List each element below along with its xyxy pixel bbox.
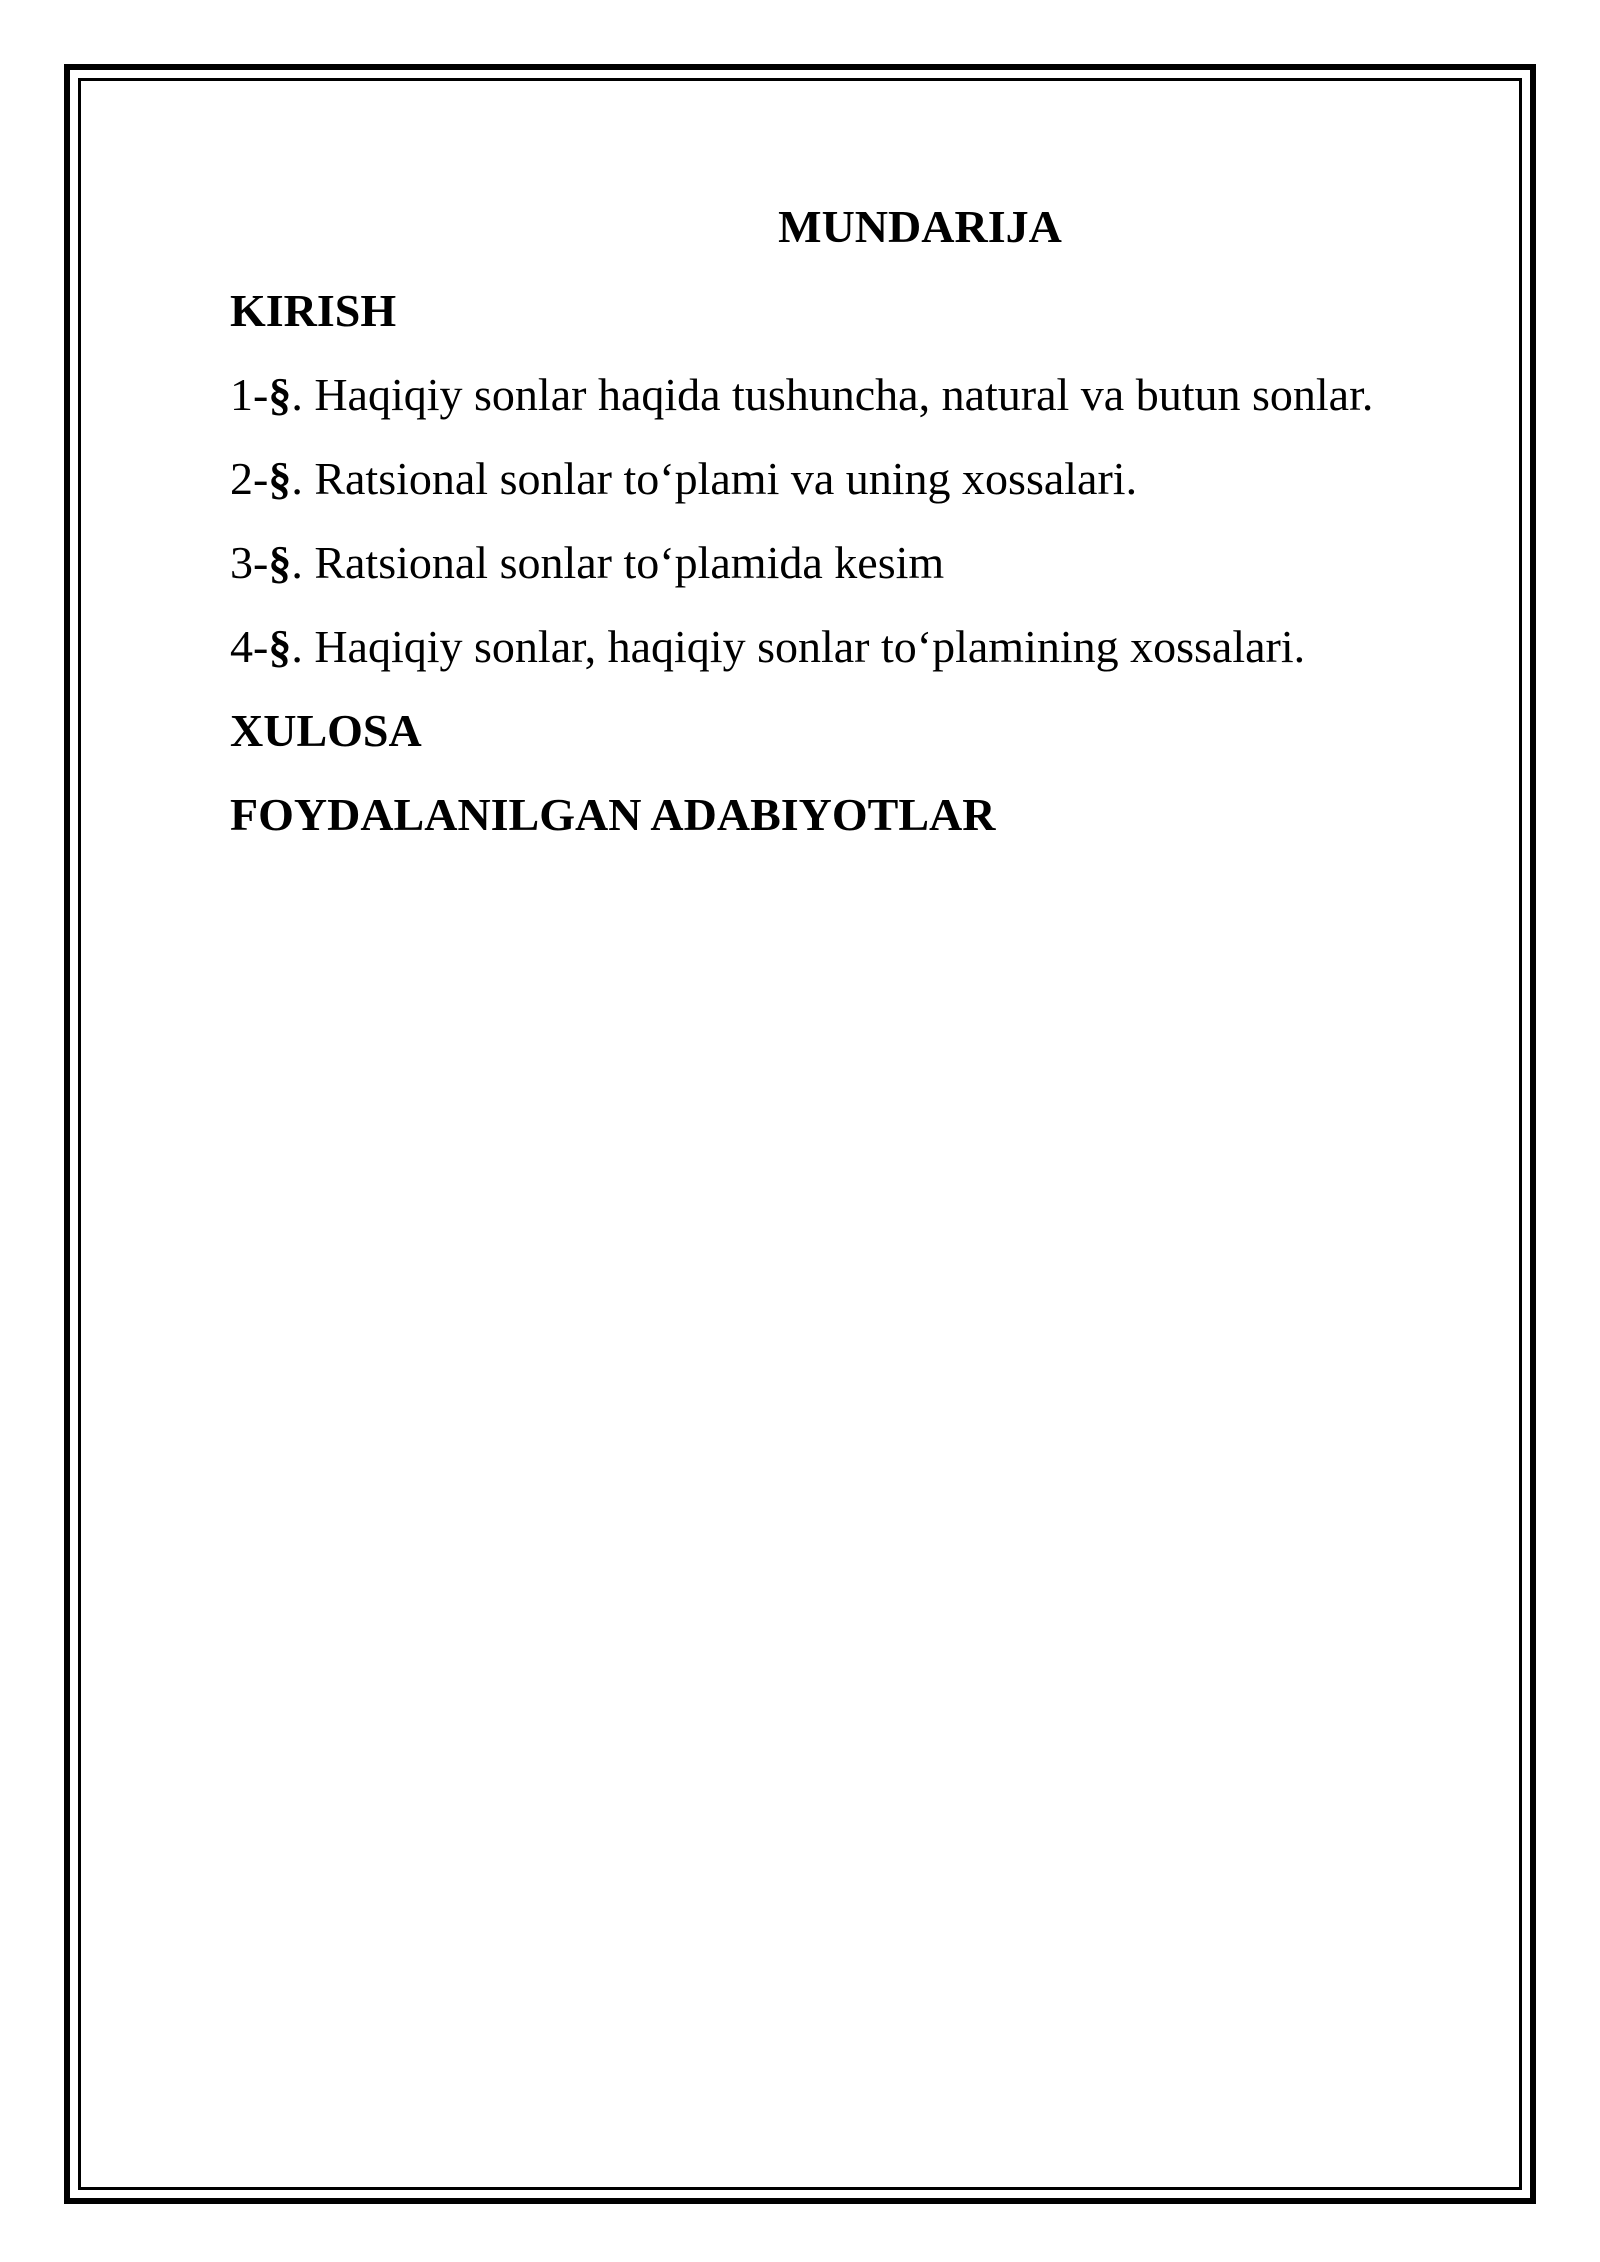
section-title: . Haqiqiy sonlar haqida tushuncha, natural va butun sonlar. [291,369,1374,420]
section-title: . Haqiqiy sonlar, haqiqiy sonlar to‘plamining xossalari. [291,621,1306,672]
section-number: 3- [230,537,269,588]
section-number: 2- [230,453,269,504]
section-symbol: § [268,453,292,504]
section-title: . Ratsional sonlar to‘plamida kesim [291,537,945,588]
toc-entry-section-4 [230,618,1470,676]
section-number: 1- [230,369,269,420]
toc-entry-section-2 [230,450,1470,508]
section-symbol: § [268,621,292,672]
toc-entry-section-1 [230,366,1470,424]
section-title: . Ratsional sonlar to‘plami va uning xossalari. [291,453,1138,504]
toc-entry-introduction: KIRISH [230,285,397,336]
section-number: 4- [230,621,269,672]
toc-entry-references: FOYDALANILGAN ADABIYOTLAR [230,789,996,840]
section-symbol: § [268,369,292,420]
page-title: MUNDARIJA [778,201,1062,252]
toc-entry-section-3 [230,534,1470,592]
section-symbol: § [268,537,292,588]
toc-entry-conclusion: XULOSA [230,705,422,756]
table-of-contents [230,198,1470,870]
